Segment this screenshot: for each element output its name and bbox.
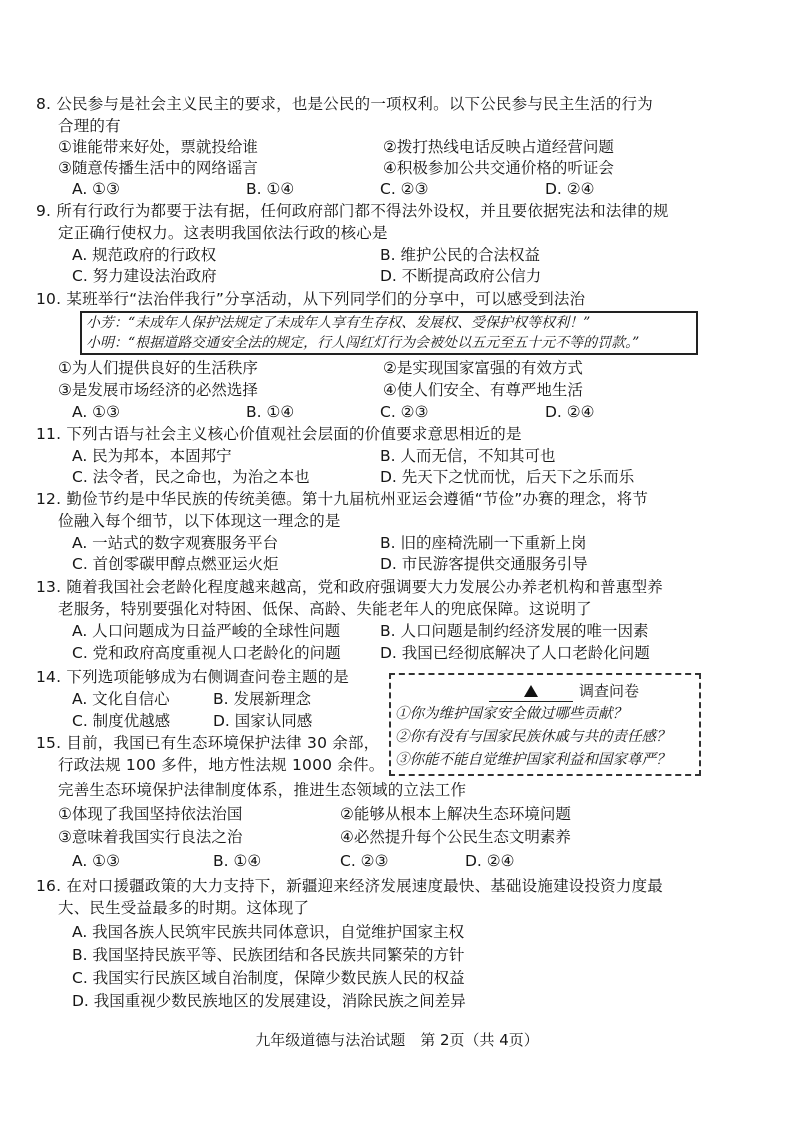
q9-option-d: D. 不断提高政府公信力: [380, 267, 542, 285]
q10-option-c: C. ②③: [380, 403, 429, 421]
q12-stem-line2: 俭融入每个细节，以下体现这一理念的是: [58, 512, 341, 530]
q10-statement-3: ③是发展市场经济的必然选择: [58, 381, 258, 399]
q14-option-c: C. 制度优越感: [72, 712, 171, 730]
q14-option-a: A. 文化自信心: [72, 690, 170, 708]
q8-statement-2: ②拨打热线电话反映占道经营问题: [383, 138, 614, 156]
q10-option-b: B. ①④: [246, 403, 295, 421]
q16-option-d: D. 我国重视少数民族地区的发展建设，消除民族之间差异: [72, 992, 466, 1010]
q9-stem-line2: 定正确行使权力。这表明我国依法行政的核心是: [58, 224, 388, 242]
q16-option-a: A. 我国各族人民筑牢民族共同体意识，自觉维护国家主权: [72, 923, 465, 941]
survey-blank: [489, 681, 573, 702]
page-footer: 九年级道德与法治试题 第 2页（共 4页）: [255, 1031, 539, 1049]
q12-option-c: C. 首创零碳甲醇点燃亚运火炬: [72, 555, 279, 573]
q13-option-c: C. 党和政府高度重视人口老龄化的问题: [72, 644, 341, 662]
q10-option-d: D. ②④: [545, 403, 595, 421]
survey-title: [489, 681, 639, 702]
q15-statement-1: ①体现了我国坚持依法治国: [58, 805, 243, 823]
q15-statement-4: ④必然提升每个公民生态文明素养: [340, 828, 571, 846]
q9-stem-line1: 9. 所有行政行为都要于法有据，任何政府部门都不得法外设权，并且要依据宪法和法律的规: [36, 202, 669, 220]
q9-option-b: B. 维护公民的合法权益: [380, 246, 540, 264]
survey-question-3: ③你能不能自觉维护国家利益和国家尊严？: [395, 752, 671, 768]
q13-stem-line1: 13. 随着我国社会老龄化程度越来越高，党和政府强调要大力发展公办养老机构和普惠型养: [36, 578, 663, 596]
q11-option-a: A. 民为邦本，本固邦宁: [72, 447, 232, 465]
q9-option-a: A. 规范政府的行政权: [72, 246, 217, 264]
q9-option-c: C. 努力建设法治政府: [72, 267, 217, 285]
triangle-icon: [524, 685, 538, 697]
q8-stem-line1: 8. 公民参与是社会主义民主的要求，也是公民的一项权利。以下公民参与民主生活的行为: [36, 95, 653, 113]
q10-quote-2: 小明：“根据道路交通安全法的规定，行人闯红灯行为会被处以五元至五十元不等的罚款。”: [86, 335, 640, 351]
q16-option-c: C. 我国实行民族区域自治制度，保障少数民族人民的权益: [72, 969, 465, 987]
q13-stem-line2: 老服务，特别要强化对特困、低保、高龄、失能老年人的兜底保障。这说明了: [58, 600, 592, 618]
q10-option-a: A. ①③: [72, 403, 120, 421]
q8-stem-line2: 合理的有: [58, 117, 121, 135]
q15-option-d: D. ②④: [465, 852, 515, 870]
q16-stem-line1: 16. 在对口援疆政策的大力支持下，新疆迎来经济发展速度最快、基础设施建设投资力度最: [36, 877, 663, 895]
q15-stem-line3: 完善生态环境保护法律制度体系，推进生态领域的立法工作: [58, 781, 467, 799]
q13-option-a: A. 人口问题成为日益严峻的全球性问题: [72, 622, 341, 640]
q16-option-b: B. 我国坚持民族平等、民族团结和各民族共同繁荣的方针: [72, 946, 465, 964]
q10-statement-2: ②是实现国家富强的有效方式: [383, 359, 583, 377]
q15-option-a: A. ①③: [72, 852, 120, 870]
q8-statement-4: ④积极参加公共交通价格的听证会: [383, 159, 614, 177]
q10-stem-line1: 10. 某班举行“法治伴我行”分享活动，从下列同学们的分享中，可以感受到法治: [36, 290, 586, 308]
q8-option-b: B. ①④: [246, 180, 295, 198]
q11-option-c: C. 法令者，民之命也，为治之本也: [72, 468, 310, 486]
q8-option-d: D. ②④: [545, 180, 595, 198]
q12-option-d: D. 市民游客提供交通服务引导: [380, 555, 588, 573]
q16-stem-line2: 大、民生受益最多的时期。这体现了: [58, 899, 310, 917]
q15-option-b: B. ①④: [213, 852, 262, 870]
q10-quote-1: 小芳：“未成年人保护法规定了未成年人享有生存权、发展权、受保护权等权利！”: [86, 315, 591, 331]
q15-stem-line1: 15. 目前，我国已有生态环境保护法律 30 余部，: [36, 734, 380, 752]
survey-question-2: ②你有没有与国家民族休戚与共的责任感？: [395, 729, 671, 745]
q12-option-b: B. 旧的座椅洗刷一下重新上岗: [380, 534, 587, 552]
q8-option-c: C. ②③: [380, 180, 429, 198]
q14-stem-line1: 14. 下列选项能够成为右侧调查问卷主题的是: [36, 668, 349, 686]
q12-stem-line1: 12. 勤俭节约是中华民族的传统美德。第十九届杭州亚运会遵循“节俭”办赛的理念，将节: [36, 490, 649, 508]
q13-option-d: D. 我国已经彻底解决了人口老龄化问题: [380, 644, 650, 662]
q14-option-b: B. 发展新理念: [213, 690, 311, 708]
q10-statement-1: ①为人们提供良好的生活秩序: [58, 359, 258, 377]
q15-stem-line2: 行政法规 100 多件，地方性法规 1000 余件。: [58, 756, 385, 774]
q12-option-a: A. 一站式的数字观赛服务平台: [72, 534, 279, 552]
q15-statement-3: ③意味着我国实行良法之治: [58, 828, 243, 846]
q15-statement-2: ②能够从根本上解决生态环境问题: [340, 805, 571, 823]
q14-option-d: D. 国家认同感: [213, 712, 313, 730]
q8-statement-3: ③随意传播生活中的网络谣言: [58, 159, 258, 177]
q15-option-c: C. ②③: [340, 852, 389, 870]
q8-statement-1: ①谁能带来好处，票就投给谁: [58, 138, 258, 156]
q11-option-d: D. 先天下之忧而忧，后天下之乐而乐: [380, 468, 635, 486]
q13-option-b: B. 人口问题是制约经济发展的唯一因素: [380, 622, 649, 640]
survey-title-text: 调查问卷: [579, 682, 640, 700]
q11-stem-line1: 11. 下列古语与社会主义核心价值观社会层面的价值要求意思相近的是: [36, 425, 522, 443]
survey-question-1: ①你为维护国家安全做过哪些贡献？: [395, 706, 627, 722]
q10-statement-4: ④使人们安全、有尊严地生活: [383, 381, 583, 399]
q8-option-a: A. ①③: [72, 180, 120, 198]
q11-option-b: B. 人而无信，不知其可也: [380, 447, 556, 465]
